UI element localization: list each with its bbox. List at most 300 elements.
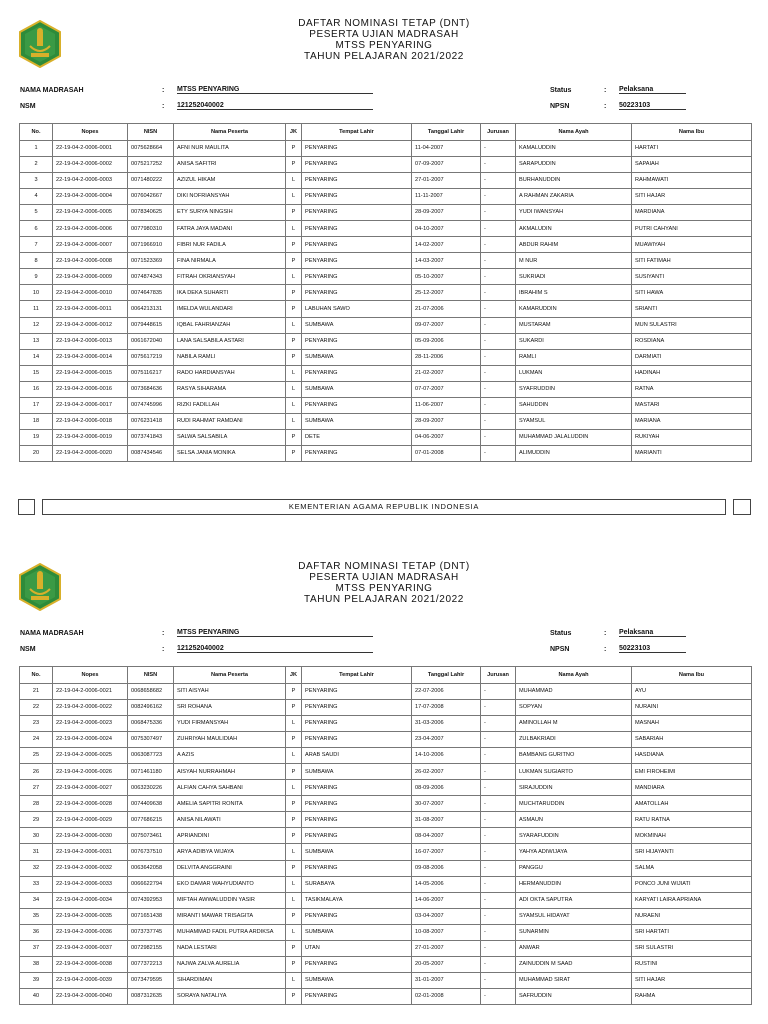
cell-nopes: 22-19-04-2-0006-0008 xyxy=(53,253,128,269)
cell-nopes: 22-19-04-2-0006-0002 xyxy=(53,157,128,173)
cell-nama-peserta: NADA LESTARI xyxy=(174,940,286,956)
cell-nama-ayah: MUHAMMAD SIRAT xyxy=(516,972,632,988)
cell-jurusan: - xyxy=(481,796,516,812)
cell-nopes: 22-19-04-2-0006-0029 xyxy=(53,812,128,828)
colon: : xyxy=(162,630,165,637)
cell-tanggal-lahir: 14-02-2007 xyxy=(412,237,481,253)
cell-tanggal-lahir: 07-09-2007 xyxy=(412,157,481,173)
cell-nama-ayah: KAMALUDDIN xyxy=(516,141,632,157)
cell-tempat-lahir: DETE xyxy=(302,429,412,445)
cell-nopes: 22-19-04-2-0006-0015 xyxy=(53,365,128,381)
cell-tanggal-lahir: 05-10-2007 xyxy=(412,269,481,285)
cell-nama-ibu: SITI HAJAR xyxy=(632,189,752,205)
cell-tanggal-lahir: 25-12-2007 xyxy=(412,285,481,301)
cell-nisn: 0077372213 xyxy=(128,956,174,972)
cell-nopes: 22-19-04-2-0006-0032 xyxy=(53,860,128,876)
cell-nama-peserta: ANISA SAFITRI xyxy=(174,157,286,173)
cell-tanggal-lahir: 23-04-2007 xyxy=(412,732,481,748)
cell-nopes: 22-19-04-2-0006-0028 xyxy=(53,796,128,812)
cell-nama-ayah: SUNARMIN xyxy=(516,924,632,940)
cell-no: 12 xyxy=(20,317,53,333)
cell-no: 38 xyxy=(20,956,53,972)
cell-jurusan: - xyxy=(481,828,516,844)
cell-jk: L xyxy=(286,716,302,732)
cell-nama-ibu: MARDIANA xyxy=(632,205,752,221)
cell-nama-peserta: RADO HARDIANSYAH xyxy=(174,365,286,381)
cell-nama-ayah: SYAFRUDDIN xyxy=(516,381,632,397)
cell-no: 10 xyxy=(20,285,53,301)
cell-nisn: 0061672040 xyxy=(128,333,174,349)
table-row xyxy=(20,317,752,333)
cell-no: 27 xyxy=(20,780,53,796)
cell-nama-peserta: ARYA ADIBYA WIJAYA xyxy=(174,844,286,860)
cell-nama-ayah: MUCHTARUDDIN xyxy=(516,796,632,812)
cell-no: 22 xyxy=(20,700,53,716)
cell-nama-ayah: RAMLI xyxy=(516,349,632,365)
table-row xyxy=(20,988,752,1004)
status-value: Pelaksana xyxy=(619,629,686,637)
cell-nisn: 0073684636 xyxy=(128,381,174,397)
column-header: Tanggal Lahir xyxy=(412,667,481,684)
colon: : xyxy=(604,630,607,637)
cell-nama-peserta: DELVITA ANGGRAINI xyxy=(174,860,286,876)
cell-nama-ibu: SRI SULASTRI xyxy=(632,940,752,956)
cell-tanggal-lahir: 14-03-2007 xyxy=(412,253,481,269)
cell-jurusan: - xyxy=(481,780,516,796)
cell-tanggal-lahir: 17-07-2008 xyxy=(412,700,481,716)
cell-nopes: 22-19-04-2-0006-0009 xyxy=(53,269,128,285)
cell-no: 4 xyxy=(20,189,53,205)
cell-nama-ibu: NURAENI xyxy=(632,908,752,924)
cell-nisn: 0075628664 xyxy=(128,141,174,157)
cell-jk: L xyxy=(286,748,302,764)
cell-nopes: 22-19-04-2-0006-0027 xyxy=(53,780,128,796)
cell-nama-ayah: MUSTARAM xyxy=(516,317,632,333)
cell-tempat-lahir: SUMBAWA xyxy=(302,349,412,365)
cell-nama-peserta: AFNI NUR MAULITA xyxy=(174,141,286,157)
cell-no: 2 xyxy=(20,157,53,173)
cell-tempat-lahir: SURABAYA xyxy=(302,876,412,892)
column-header: NISN xyxy=(128,124,174,141)
cell-nama-ibu: MOKMINAH xyxy=(632,828,752,844)
cell-nopes: 22-19-04-2-0006-0034 xyxy=(53,892,128,908)
cell-jk: L xyxy=(286,269,302,285)
cell-no: 18 xyxy=(20,413,53,429)
cell-nama-ibu: RUKIYAH xyxy=(632,429,752,445)
cell-jurusan: - xyxy=(481,844,516,860)
cell-nama-ayah: SUKRIADI xyxy=(516,269,632,285)
cell-nopes: 22-19-04-2-0006-0039 xyxy=(53,972,128,988)
cell-jk: P xyxy=(286,828,302,844)
cell-tempat-lahir: SUMBAWA xyxy=(302,413,412,429)
cell-tempat-lahir: PENYARING xyxy=(302,908,412,924)
cell-jk: L xyxy=(286,413,302,429)
cell-jurusan: - xyxy=(481,221,516,237)
cell-jk: L xyxy=(286,173,302,189)
cell-nama-ayah: MUHAMMAD xyxy=(516,684,632,700)
cell-nisn: 0073479595 xyxy=(128,972,174,988)
cell-nisn: 0064213131 xyxy=(128,301,174,317)
column-header: Nopes xyxy=(53,667,128,684)
cell-nama-ibu: EMI FIROHEIMI xyxy=(632,764,752,780)
cell-nisn: 0068475336 xyxy=(128,716,174,732)
cell-jk: P xyxy=(286,940,302,956)
cell-jk: L xyxy=(286,876,302,892)
cell-tempat-lahir: PENYARING xyxy=(302,189,412,205)
table-row xyxy=(20,844,752,860)
cell-tempat-lahir: SUMBAWA xyxy=(302,764,412,780)
cell-nama-ibu: RAHMAWATI xyxy=(632,173,752,189)
cell-nama-ibu: RATU RATNA xyxy=(632,812,752,828)
cell-tanggal-lahir: 21-07-2006 xyxy=(412,301,481,317)
nsm-value: 121252040002 xyxy=(177,645,373,653)
cell-tanggal-lahir: 31-08-2007 xyxy=(412,812,481,828)
cell-jurusan: - xyxy=(481,429,516,445)
cell-no: 5 xyxy=(20,205,53,221)
cell-nama-ayah: HERMANUDDIN xyxy=(516,876,632,892)
cell-nama-peserta: SITI AISYAH xyxy=(174,684,286,700)
title-line: DAFTAR NOMINASI TETAP (DNT) xyxy=(298,561,470,572)
cell-tempat-lahir: ARAB SAUDI xyxy=(302,748,412,764)
cell-tempat-lahir: PENYARING xyxy=(302,205,412,221)
cell-nisn: 0071461180 xyxy=(128,764,174,780)
cell-jk: P xyxy=(286,732,302,748)
cell-nama-ibu: MASTARI xyxy=(632,397,752,413)
cell-nama-ibu: MUN SULASTRI xyxy=(632,317,752,333)
cell-nopes: 22-19-04-2-0006-0037 xyxy=(53,940,128,956)
cell-nisn: 0077980310 xyxy=(128,221,174,237)
table-row xyxy=(20,397,752,413)
npsn-value: 50223103 xyxy=(619,645,686,653)
column-header: Tempat Lahir xyxy=(302,667,412,684)
cell-tanggal-lahir: 28-09-2007 xyxy=(412,413,481,429)
cell-nisn: 0075116217 xyxy=(128,365,174,381)
cell-nopes: 22-19-04-2-0006-0019 xyxy=(53,429,128,445)
cell-no: 20 xyxy=(20,445,53,461)
cell-jk: L xyxy=(286,221,302,237)
cell-jurusan: - xyxy=(481,684,516,700)
cell-nama-ayah: LUKMAN SUGIARTO xyxy=(516,764,632,780)
nsm-value: 121252040002 xyxy=(177,102,373,110)
cell-tanggal-lahir: 30-07-2007 xyxy=(412,796,481,812)
cell-nopes: 22-19-04-2-0006-0023 xyxy=(53,716,128,732)
column-header: NISN xyxy=(128,667,174,684)
cell-jurusan: - xyxy=(481,189,516,205)
cell-nopes: 22-19-04-2-0006-0036 xyxy=(53,924,128,940)
cell-nama-peserta: AZIZUL HIKAM xyxy=(174,173,286,189)
cell-tempat-lahir: PENYARING xyxy=(302,828,412,844)
cell-nisn: 0075073461 xyxy=(128,828,174,844)
cell-jurusan: - xyxy=(481,205,516,221)
cell-jk: P xyxy=(286,301,302,317)
table-row xyxy=(20,285,752,301)
cell-nama-peserta: MIFTAH AWWALUDDIN YASIR xyxy=(174,892,286,908)
cell-nama-ibu: MASNAH xyxy=(632,716,752,732)
cell-tanggal-lahir: 08-09-2006 xyxy=(412,780,481,796)
cell-nisn: 0071966910 xyxy=(128,237,174,253)
cell-no: 30 xyxy=(20,828,53,844)
cell-jurusan: - xyxy=(481,972,516,988)
npsn-label: NPSN xyxy=(550,103,570,110)
dnt-table-1 xyxy=(19,123,752,462)
cell-nama-ayah: SAHUDDIN xyxy=(516,397,632,413)
nsm-label: NSM xyxy=(20,646,36,653)
column-header: Nama Ibu xyxy=(632,667,752,684)
table-body xyxy=(20,141,752,462)
cell-jurusan: - xyxy=(481,317,516,333)
cell-jk: P xyxy=(286,860,302,876)
cell-jk: P xyxy=(286,812,302,828)
cell-nama-ibu: MARIANTI xyxy=(632,445,752,461)
cell-nisn: 0063087723 xyxy=(128,748,174,764)
cell-nama-ayah: SAFRUDDIN xyxy=(516,988,632,1004)
cell-nama-peserta: YUDI FIRMANSYAH xyxy=(174,716,286,732)
cell-nopes: 22-19-04-2-0006-0007 xyxy=(53,237,128,253)
cell-jurusan: - xyxy=(481,700,516,716)
cell-nama-ibu: SITI FATIMAH xyxy=(632,253,752,269)
cell-nama-ibu: SALMA xyxy=(632,860,752,876)
cell-nopes: 22-19-04-2-0006-0020 xyxy=(53,445,128,461)
column-header: Jurusan xyxy=(481,124,516,141)
cell-no: 1 xyxy=(20,141,53,157)
table-row xyxy=(20,445,752,461)
table-body xyxy=(20,684,752,1005)
cell-tempat-lahir: PENYARING xyxy=(302,253,412,269)
cell-tanggal-lahir: 03-04-2007 xyxy=(412,908,481,924)
cell-nama-ibu: KARYATI LAIRA APRIANA xyxy=(632,892,752,908)
table-row xyxy=(20,349,752,365)
cell-tanggal-lahir: 07-01-2008 xyxy=(412,445,481,461)
cell-no: 40 xyxy=(20,988,53,1004)
cell-nama-ayah: SYAMSUL xyxy=(516,413,632,429)
cell-nisn: 0074392953 xyxy=(128,892,174,908)
cell-tempat-lahir: PENYARING xyxy=(302,732,412,748)
cell-jk: P xyxy=(286,988,302,1004)
table-row xyxy=(20,780,752,796)
cell-tempat-lahir: UTAN xyxy=(302,940,412,956)
cell-nisn: 0074409638 xyxy=(128,796,174,812)
cell-jurusan: - xyxy=(481,285,516,301)
table-row xyxy=(20,876,752,892)
cell-nopes: 22-19-04-2-0006-0014 xyxy=(53,349,128,365)
colon: : xyxy=(604,103,607,110)
table-row xyxy=(20,269,752,285)
cell-tempat-lahir: PENYARING xyxy=(302,684,412,700)
cell-nama-ibu: RUSTINI xyxy=(632,956,752,972)
cell-nopes: 22-19-04-2-0006-0001 xyxy=(53,141,128,157)
cell-tanggal-lahir: 07-07-2007 xyxy=(412,381,481,397)
table-row xyxy=(20,716,752,732)
cell-tanggal-lahir: 09-08-2006 xyxy=(412,860,481,876)
nama-madrasah-label: NAMA MADRASAH xyxy=(20,87,84,94)
cell-tempat-lahir: SUMBAWA xyxy=(302,844,412,860)
cell-no: 15 xyxy=(20,365,53,381)
cell-nisn: 0073741843 xyxy=(128,429,174,445)
table-row xyxy=(20,940,752,956)
column-header: JK xyxy=(286,124,302,141)
cell-no: 19 xyxy=(20,429,53,445)
table-row xyxy=(20,700,752,716)
cell-no: 29 xyxy=(20,812,53,828)
cell-jk: L xyxy=(286,189,302,205)
cell-nopes: 22-19-04-2-0006-0033 xyxy=(53,876,128,892)
cell-nisn: 0076737510 xyxy=(128,844,174,860)
cell-tanggal-lahir: 05-09-2006 xyxy=(412,333,481,349)
table-row xyxy=(20,189,752,205)
table-header-row xyxy=(20,124,752,141)
cell-tanggal-lahir: 16-07-2007 xyxy=(412,844,481,860)
cell-tanggal-lahir: 08-04-2007 xyxy=(412,828,481,844)
cell-nama-ayah: BAMBANG GURITNO xyxy=(516,748,632,764)
cell-tanggal-lahir: 21-02-2007 xyxy=(412,365,481,381)
cell-jk: L xyxy=(286,317,302,333)
cell-nisn: 0074874343 xyxy=(128,269,174,285)
cell-nama-peserta: ZUHRIYAH MAULIDIAH xyxy=(174,732,286,748)
cell-jk: P xyxy=(286,429,302,445)
footer-box-left xyxy=(18,499,35,515)
cell-nisn: 0074745996 xyxy=(128,397,174,413)
cell-no: 35 xyxy=(20,908,53,924)
cell-nama-ibu: MUAWIYAH xyxy=(632,237,752,253)
cell-tanggal-lahir: 14-06-2007 xyxy=(412,892,481,908)
cell-tempat-lahir: PENYARING xyxy=(302,173,412,189)
cell-nama-ayah: ADI OKTA SAPUTRA xyxy=(516,892,632,908)
cell-no: 21 xyxy=(20,684,53,700)
cell-tempat-lahir: PENYARING xyxy=(302,780,412,796)
cell-nisn: 0087312635 xyxy=(128,988,174,1004)
column-header: Nama Peserta xyxy=(174,124,286,141)
cell-nopes: 22-19-04-2-0006-0003 xyxy=(53,173,128,189)
cell-nopes: 22-19-04-2-0006-0011 xyxy=(53,301,128,317)
cell-no: 33 xyxy=(20,876,53,892)
cell-nopes: 22-19-04-2-0006-0016 xyxy=(53,381,128,397)
cell-nopes: 22-19-04-2-0006-0035 xyxy=(53,908,128,924)
cell-no: 25 xyxy=(20,748,53,764)
cell-nama-ayah: ZULBAKRIADI xyxy=(516,732,632,748)
cell-tempat-lahir: PENYARING xyxy=(302,333,412,349)
table-row xyxy=(20,748,752,764)
cell-tempat-lahir: PENYARING xyxy=(302,397,412,413)
cell-tempat-lahir: PENYARING xyxy=(302,716,412,732)
cell-nopes: 22-19-04-2-0006-0018 xyxy=(53,413,128,429)
table-row xyxy=(20,333,752,349)
cell-nopes: 22-19-04-2-0006-0021 xyxy=(53,684,128,700)
cell-nama-ibu: SITI HAWA xyxy=(632,285,752,301)
cell-tanggal-lahir: 11-11-2007 xyxy=(412,189,481,205)
title-line: MTSS PENYARING xyxy=(335,583,433,594)
title-line: MTSS PENYARING xyxy=(335,40,433,51)
cell-nama-ayah: ANWAR xyxy=(516,940,632,956)
column-header: Jurusan xyxy=(481,667,516,684)
cell-nopes: 22-19-04-2-0006-0031 xyxy=(53,844,128,860)
cell-no: 36 xyxy=(20,924,53,940)
cell-tempat-lahir: SUMBAWA xyxy=(302,381,412,397)
cell-nama-peserta: LANA SALSABILA ASTARI xyxy=(174,333,286,349)
table-row xyxy=(20,157,752,173)
column-header: Nama Ayah xyxy=(516,667,632,684)
cell-nama-peserta: EKO DAMAR WAHYUDIANTO xyxy=(174,876,286,892)
column-header: Nama Peserta xyxy=(174,667,286,684)
cell-nama-ayah: BURHANUDDIN xyxy=(516,173,632,189)
nama-madrasah-value: MTSS PENYARING xyxy=(177,629,373,637)
cell-jurusan: - xyxy=(481,892,516,908)
cell-nopes: 22-19-04-2-0006-0017 xyxy=(53,397,128,413)
cell-tanggal-lahir: 11-04-2007 xyxy=(412,141,481,157)
cell-nama-ayah: IBRAHIM S xyxy=(516,285,632,301)
cell-tanggal-lahir: 31-03-2006 xyxy=(412,716,481,732)
cell-no: 6 xyxy=(20,221,53,237)
cell-nopes: 22-19-04-2-0006-0012 xyxy=(53,317,128,333)
cell-tempat-lahir: PENYARING xyxy=(302,796,412,812)
cell-nama-peserta: RASYA SIHARAMA xyxy=(174,381,286,397)
cell-no: 13 xyxy=(20,333,53,349)
cell-nisn: 0075217252 xyxy=(128,157,174,173)
cell-jurusan: - xyxy=(481,237,516,253)
cell-jk: P xyxy=(286,908,302,924)
cell-tempat-lahir: PENYARING xyxy=(302,988,412,1004)
cell-jurusan: - xyxy=(481,173,516,189)
nama-madrasah-value: MTSS PENYARING xyxy=(177,86,373,94)
cell-tempat-lahir: SUMBAWA xyxy=(302,924,412,940)
cell-jurusan: - xyxy=(481,397,516,413)
cell-jurusan: - xyxy=(481,445,516,461)
table-row xyxy=(20,221,752,237)
cell-nisn: 0063642058 xyxy=(128,860,174,876)
cell-nama-ayah: ALIMUDDIN xyxy=(516,445,632,461)
cell-no: 26 xyxy=(20,764,53,780)
cell-nisn: 0082496162 xyxy=(128,700,174,716)
colon: : xyxy=(604,646,607,653)
cell-nama-ayah: KAMARUDDIN xyxy=(516,301,632,317)
table-row xyxy=(20,365,752,381)
cell-no: 17 xyxy=(20,397,53,413)
cell-jk: L xyxy=(286,924,302,940)
cell-tanggal-lahir: 14-05-2006 xyxy=(412,876,481,892)
cell-no: 31 xyxy=(20,844,53,860)
cell-no: 8 xyxy=(20,253,53,269)
cell-jurusan: - xyxy=(481,381,516,397)
cell-nama-peserta: SIHARDIMAN xyxy=(174,972,286,988)
cell-nama-ibu: SRI HARTATI xyxy=(632,924,752,940)
cell-jk: P xyxy=(286,764,302,780)
cell-nopes: 22-19-04-2-0006-0026 xyxy=(53,764,128,780)
cell-jurusan: - xyxy=(481,157,516,173)
cell-tempat-lahir: PENYARING xyxy=(302,365,412,381)
cell-tempat-lahir: PENYARING xyxy=(302,237,412,253)
cell-jurusan: - xyxy=(481,860,516,876)
cell-nisn: 0087434546 xyxy=(128,445,174,461)
cell-nama-ibu: RATNA xyxy=(632,381,752,397)
cell-no: 3 xyxy=(20,173,53,189)
cell-jk: L xyxy=(286,780,302,796)
cell-nopes: 22-19-04-2-0006-0024 xyxy=(53,732,128,748)
cell-nama-ayah: MUHAMMAD JALALUDDIN xyxy=(516,429,632,445)
cell-nopes: 22-19-04-2-0006-0040 xyxy=(53,988,128,1004)
cell-nama-ayah: AKMALUDIN xyxy=(516,221,632,237)
cell-nama-ayah: PANGGU xyxy=(516,860,632,876)
column-header: No. xyxy=(20,667,53,684)
cell-nama-peserta: RUDI RAHMAT RAMDANI xyxy=(174,413,286,429)
table-row xyxy=(20,301,752,317)
cell-nama-ibu: ROSDIANA xyxy=(632,333,752,349)
cell-jurusan: - xyxy=(481,301,516,317)
cell-tanggal-lahir: 31-01-2007 xyxy=(412,972,481,988)
cell-jk: P xyxy=(286,205,302,221)
table-row xyxy=(20,812,752,828)
cell-no: 23 xyxy=(20,716,53,732)
cell-no: 11 xyxy=(20,301,53,317)
cell-nama-peserta: SALWA SALSABILA xyxy=(174,429,286,445)
